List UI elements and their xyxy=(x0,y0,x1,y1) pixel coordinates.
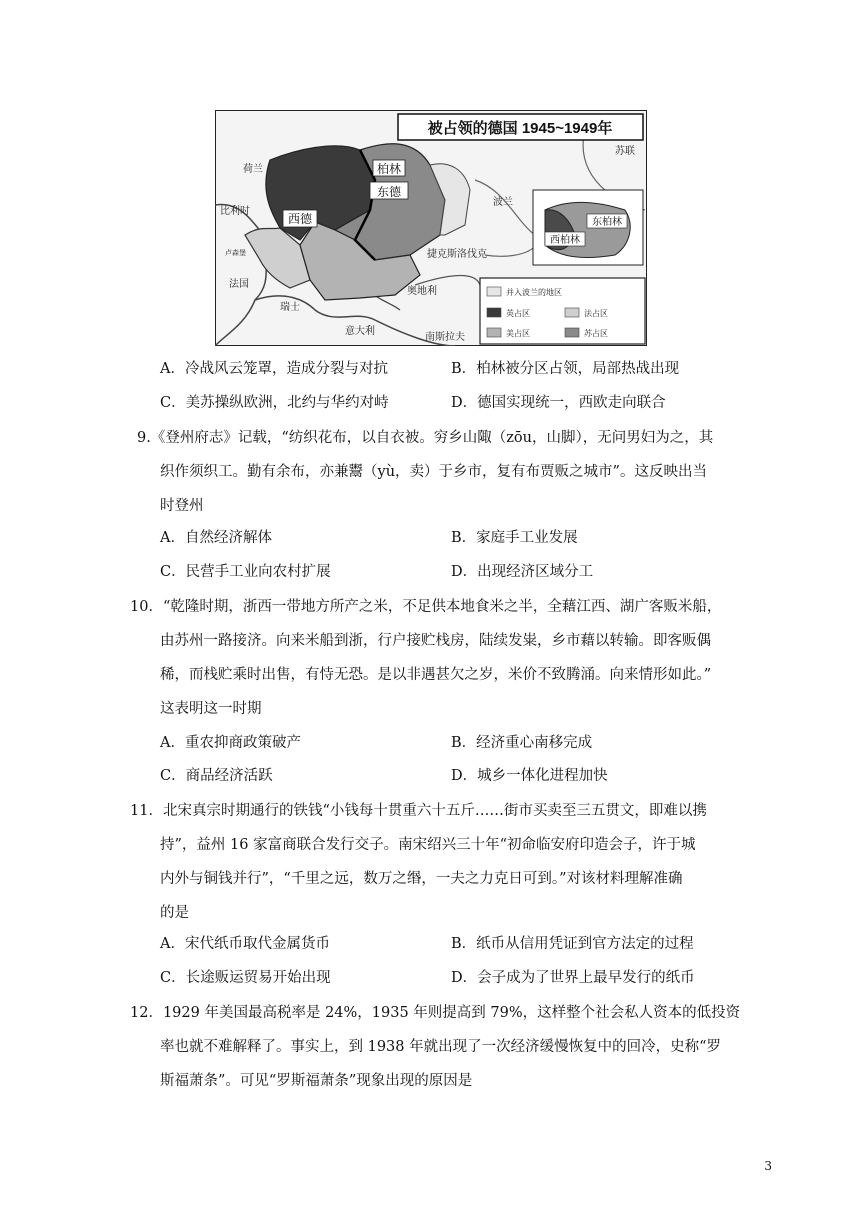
q10-stem-line3: 稀，而栈贮乘时出售，有恃无恐。是以非遇甚欠之岁，米价不致腾涌。向来情形如此。” xyxy=(160,667,712,683)
q9-stem-line2: 织作须织工。勤有余布，亦兼鬻（yù，卖）于乡市，复有布贾贩之城市”。这反映出当 xyxy=(160,464,707,480)
q11-stem-line3: 内外与铜钱并行”，“千里之远，数万之缗，一夫之力克日可到。”对该材料理解准确 xyxy=(160,871,683,887)
q8-option-a[interactable]: A．冷战风云笼罩，造成分裂与对抗 xyxy=(160,361,388,377)
q12-stem-line3: 斯福萧条”。可见“罗斯福萧条”现象出现的原因是 xyxy=(160,1073,473,1089)
label-yugoslavia: 南斯拉夫 xyxy=(425,332,465,343)
label-west-berlin: 西柏林 xyxy=(550,235,580,246)
q11-option-a[interactable]: A．宋代纸币取代金属货币 xyxy=(160,936,330,952)
label-berlin: 柏林 xyxy=(376,162,402,176)
q10-stem-line2: 由苏州一路接济。向来米船到浙，行户接贮栈房，陆续发粜，乡市藉以转输。即客贩偶 xyxy=(160,633,711,649)
q9-option-b[interactable]: B．家庭手工业发展 xyxy=(451,530,578,546)
label-netherlands: 荷兰 xyxy=(243,164,263,175)
q11-stem-line4: 的是 xyxy=(160,905,189,921)
q11-option-b[interactable]: B．纸币从信用凭证到官方法定的过程 xyxy=(451,936,694,952)
legend-british: 英占区 xyxy=(506,309,530,318)
label-poland: 波兰 xyxy=(493,197,513,208)
q12-stem-line1: 12．1929 年美国最高税率是 24%，1935 年则提高到 79%，这样整个社会私人资本的低投资 xyxy=(130,1005,741,1021)
label-italy: 意大利 xyxy=(345,326,375,337)
label-czech: 捷克斯洛伐克 xyxy=(427,249,487,260)
q8-option-d[interactable]: D．德国实现统一，西欧走向联合 xyxy=(451,395,666,411)
label-switzerland: 瑞士 xyxy=(280,302,300,313)
map-title: 被占领的德国 1945~1949年 xyxy=(427,120,613,137)
q12-stem-line2: 率也就不难解释了。事实上，到 1938 年就出现了一次经济缓慢恢复中的回冷，史称“罗 xyxy=(160,1039,722,1055)
occupied-germany-map xyxy=(215,110,647,346)
page-number: 3 xyxy=(764,1159,772,1173)
q9-stem-line1: 9.《登州府志》记载，“纺织花布，以自衣被。穷乡山陬（zōu，山脚），无问男妇为之，其 xyxy=(137,430,714,446)
q8-option-c[interactable]: C．美苏操纵欧洲，北约与华约对峙 xyxy=(160,395,389,411)
label-ussr: 苏联 xyxy=(615,146,635,157)
label-east-berlin: 东柏林 xyxy=(592,217,622,228)
q9-option-d[interactable]: D．出现经济区域分工 xyxy=(451,564,594,580)
q10-option-d[interactable]: D．城乡一体化进程加快 xyxy=(451,768,608,784)
q10-option-a[interactable]: A．重农抑商政策破产 xyxy=(160,735,301,751)
q9-option-a[interactable]: A．自然经济解体 xyxy=(160,530,272,546)
label-luxembourg: 卢森堡 xyxy=(225,250,246,257)
q10-stem-line1: 10．“乾隆时期，浙西一带地方所产之米，不足供本地食米之半，全藉江西、湖广客贩米船， xyxy=(130,599,722,615)
q11-stem-line2: 持”，益州 16 家富商联合发行交子。南宋绍兴三十年“初命临安府印造会子，许于城 xyxy=(160,837,696,853)
q10-option-c[interactable]: C．商品经济活跃 xyxy=(160,768,273,784)
label-france: 法国 xyxy=(229,279,249,290)
label-east-germany: 东德 xyxy=(376,185,402,199)
q8-option-b[interactable]: B．柏林被分区占领，局部热战出现 xyxy=(451,361,680,377)
q11-stem-line1: 11．北宋真宗时期通行的铁钱“小钱每十贯重六十五斤……街市买卖至三五贯文，即难以携 xyxy=(130,803,707,819)
legend-american: 美占区 xyxy=(506,329,530,338)
map-legend xyxy=(480,278,645,344)
q10-option-b[interactable]: B．经济重心南移完成 xyxy=(451,735,593,751)
legend-soviet: 苏占区 xyxy=(584,329,608,338)
q9-option-c[interactable]: C．民营手工业向农村扩展 xyxy=(160,564,331,580)
label-west-germany: 西德 xyxy=(287,212,313,226)
label-austria: 奥地利 xyxy=(407,286,437,297)
label-belgium: 比利时 xyxy=(220,206,250,217)
q11-option-c[interactable]: C．长途贩运贸易开始出现 xyxy=(160,970,331,986)
legend-annexed: 并入波兰的地区 xyxy=(506,288,562,297)
q10-stem-line4: 这表明这一时期 xyxy=(160,701,262,717)
q9-stem-line3: 时登州 xyxy=(160,498,204,514)
legend-french: 法占区 xyxy=(584,309,608,318)
q11-option-d[interactable]: D．会子成为了世界上最早发行的纸币 xyxy=(451,970,695,986)
